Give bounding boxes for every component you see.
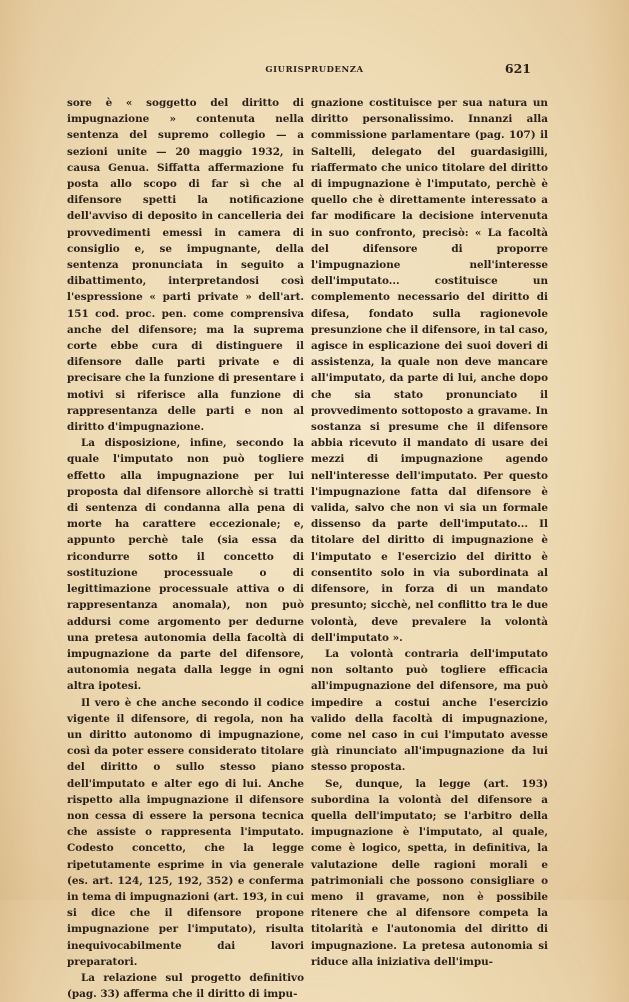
- running-head: GIURISPRUDENZA: [265, 64, 364, 74]
- paragraph: Se, dunque, la legge (art. 193) subordina la volontà del difensore a quella dell'imputato; se l'arbitro della impugnazione è l'imputato, al quale, come è logico, spetta, in definitiva, la valutazione delle ragioni morali e patrimoniali che possono consigliare o meno il gravame, non è possibile ritenere che al difensore competa la titolarità e l'autonomia del diritto di impugnazione. La pretesa autonomia si riduce alla iniziativa dell'impu-: [311, 777, 548, 968]
- paragraph: Il vero è che anche secondo il codice vigente il difensore, di regola, non ha un diritto autonomo di impugnazione, così da poter essere considerato titolare del diritto o sullo stesso piano dell'imputato e alter ego di lui. Anche rispetto alla impugnazione il difensore non cessa di essere la persona tecnica che assiste o rappresenta l'imputato. Codesto concetto, che la legge ripetutamente esprime in via generale (es. art. 124, 125, 192, 352) e conferma in tema di impugnazioni (art. 193, in cui si dice che il difensore propone impugnazione per l'imputato), risulta inequivocabilmente dai lavori preparatori.: [67, 696, 304, 968]
- paragraph: gnazione costituisce per sua natura un diritto personalissimo. Innanzi alla commissione parlamentare (pag. 107) il Saltelli, delegato del guardasigilli, riaffermato che unico titolare del diritto di impugnazione è l'imputato, perchè è quello che è direttamente interessato a far modificare la decisione intervenuta in suo confronto, precisò: « La facoltà del difensore di proporre l'impugnazione nell'interesse dell'imputato... costituisce un complemento necessario del diritto di difesa, fondato sulla ragionevole presunzione che il difensore, in tal caso, agisce in esplicazione dei suoi doveri di assistenza, la quale non deve mancare all'imputato, da parte di lui, anche dopo che sia stato pronunciato il provvedimento sottoposto a gravame. In sostanza si presume che il difensore abbia ricevuto il mandato di usare dei mezzi di impugnazione agendo nell'interesse dell'imputato. Per questo l'impugnazione fatta dal difensore è valida, salvo che non vi sia un formale dissenso da parte dell'imputato... Il titolare del diritto di impugnazione è l'imputato e l'esercizio del diritto è consentito solo in via subordinata al difensore, in forza di un mandato presunto; sicchè, nel conflitto tra le due volontà, deve prevalere la volontà dell'imputato ».: [311, 97, 548, 644]
- right-column: [311, 95, 548, 970]
- paragraph: La volontà contraria dell'imputato non soltanto può togliere efficacia all'impugnazione del difensore, ma può impedire a costui anche l'esercizio valido della facoltà di impugnazione, come nel caso in cui l'imputato avesse già rinunciato all'impugnazione da lui stesso proposta.: [311, 647, 548, 774]
- paragraph: sore è « soggetto del diritto di impugnazione » contenuta nella sentenza del supremo collegio — a sezioni unite — 20 maggio 1932, in causa Genua. Siffatta affermazione fu posta allo scopo di far sì che al difensore spetti la notificazione dell'avviso di deposito in cancelleria dei provvedimenti emessi in camera di consiglio e, se impugnante, della sentenza pronunciata in seguito a dibattimento, interpretandosi così l'espressione « parti private » dell'art. 151 cod. proc. pen. come comprensiva anche del difensore; ma la suprema corte ebbe cura di distinguere il difensore dalle parti private e di precisare che la funzione di presentare i motivi si riferisce alla funzione di rappresentanza delle parti e non al diritto d'impugnazione.: [67, 97, 304, 434]
- page-number: 621: [504, 61, 531, 76]
- paragraph: La relazione sul progetto definitivo (pag. 33) afferma che il diritto di impu-: [67, 971, 304, 1001]
- paragraph: La disposizione, infine, secondo la quale l'imputato non può togliere effetto alla impugnazione per lui proposta dal difensore allorchè si tratti di sentenza di condanna alla pena di morte ha carattere eccezionale; e, appunto perchè tale (sia essa da ricondurre sotto il concetto di sostituzione processuale o di legittimazione processuale attiva o di rappresentanza anomala), non può addursi come argomento per dedurne una pretesa autonomia della facoltà di impugnazione da parte del difensore, autonomia negata dalla legge in ogni altra ipotesi.: [67, 437, 304, 693]
- left-column: [67, 95, 304, 1002]
- page-header: [0, 61, 629, 80]
